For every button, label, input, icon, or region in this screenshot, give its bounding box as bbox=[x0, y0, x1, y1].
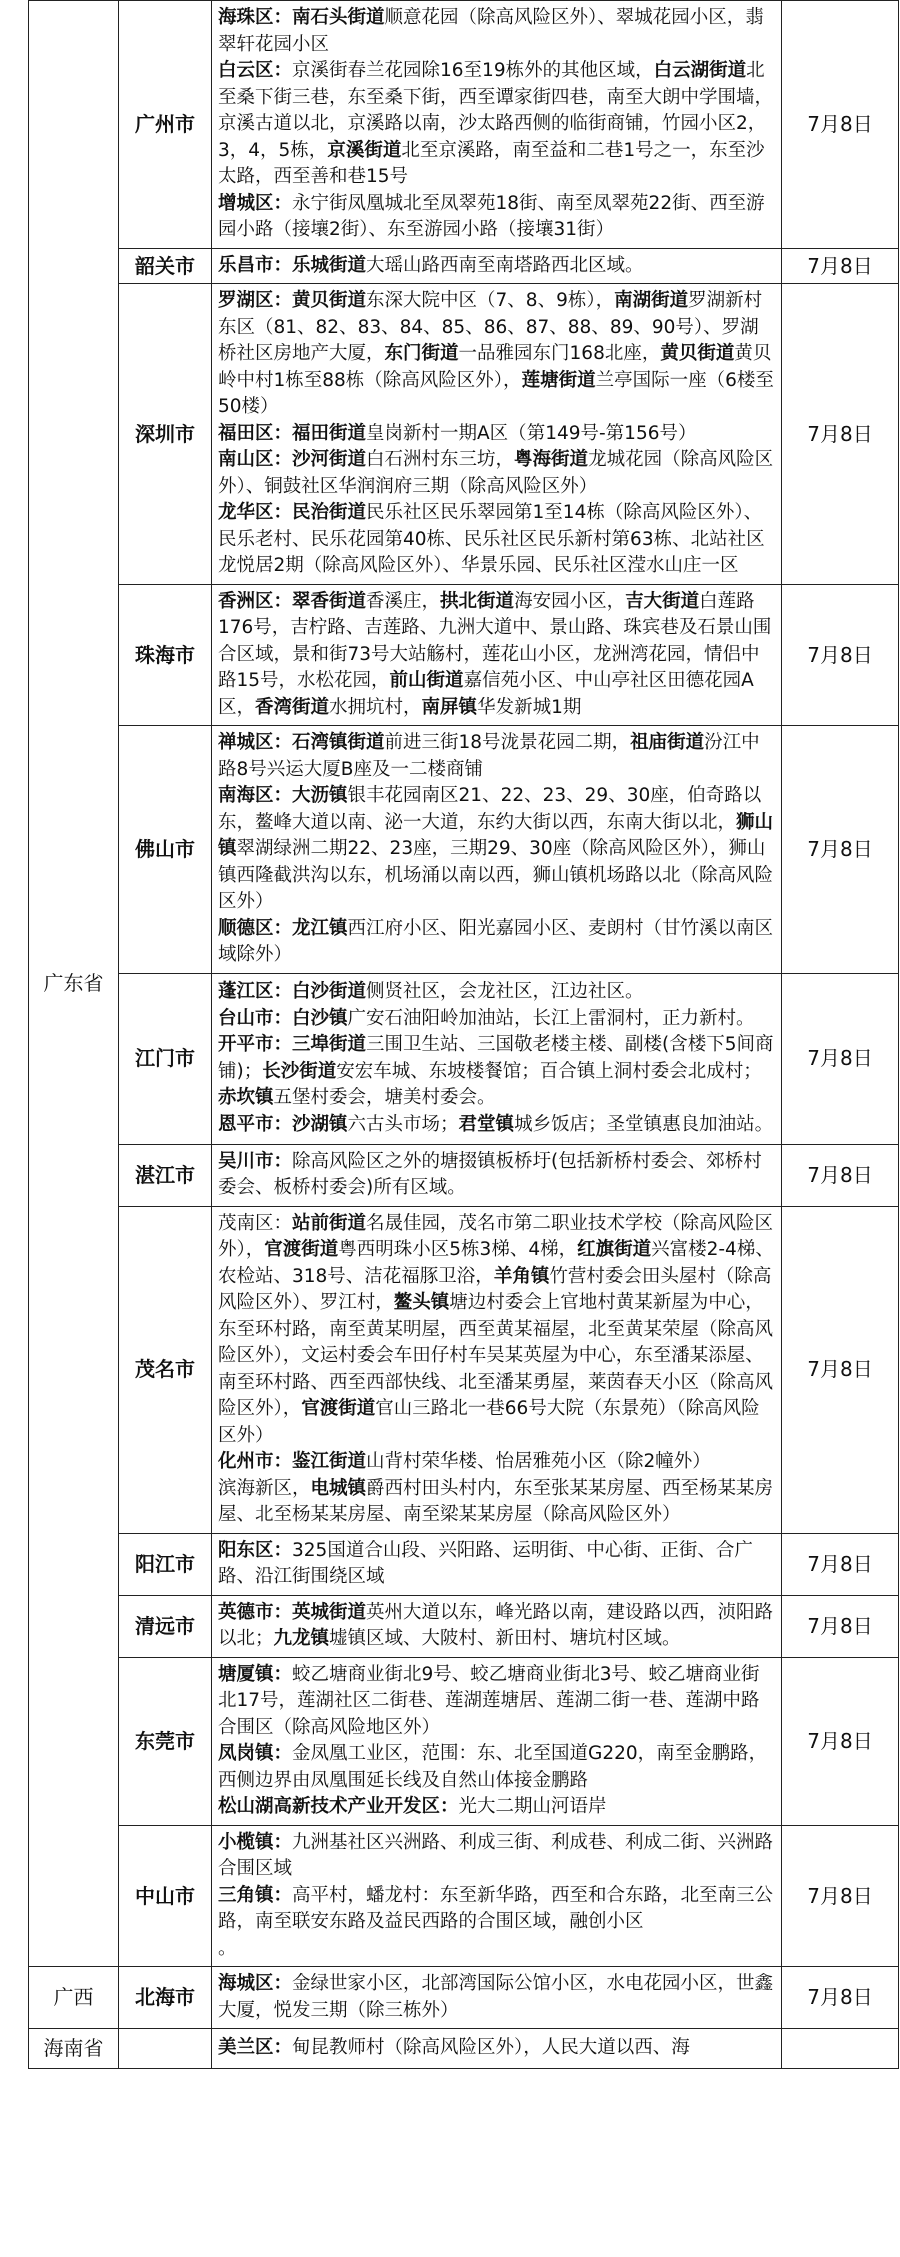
date-cell: 7月8日 bbox=[782, 973, 899, 1144]
area-keyword: 顺德区： bbox=[218, 917, 293, 939]
area-text: 民乐社区民乐翠园第1至14栋（除高风险区外）、民乐老村、民乐花园第40栋、民乐社区民乐新村第63栋、北站社区龙悦居2期（除高风险区外）、华景乐园、民乐社区滢水山庄一区 bbox=[218, 502, 765, 576]
area-text: 大瑶山路西南至南塔路西北区域。 bbox=[366, 254, 644, 276]
area-keyword: 黄贝街道 bbox=[292, 290, 367, 311]
area-description-cell bbox=[212, 1967, 782, 2029]
date-cell: 7月8日 bbox=[782, 1967, 899, 2029]
city-cell: 中山市 bbox=[119, 1825, 212, 1967]
area-text: 城乡饭店；圣堂镇惠良加油站。 bbox=[514, 1113, 774, 1135]
area-keyword: 石湾镇街道 bbox=[292, 732, 385, 753]
area-paragraph bbox=[218, 5, 775, 58]
date-cell: 7月8日 bbox=[782, 1533, 899, 1595]
area-keyword: 福田街道 bbox=[292, 422, 367, 444]
area-paragraph bbox=[218, 1538, 775, 1591]
area-text: 粤西明珠小区5栋3梯、4梯， bbox=[338, 1239, 578, 1260]
area-keyword: 南石头街道 bbox=[292, 7, 385, 28]
area-text: 香溪庄， bbox=[366, 590, 441, 612]
area-text: 水拥坑村， bbox=[329, 696, 422, 718]
area-description-cell bbox=[212, 1144, 782, 1206]
city-cell: 茂名市 bbox=[119, 1206, 212, 1533]
area-text: 金凤凰工业区，范围：东、北至国道G220，南至金鹏路，西侧边界由凤凰围延长线及自然山体接金鹏路 bbox=[218, 1743, 768, 1791]
table-row bbox=[29, 248, 899, 284]
area-keyword: 白云区： bbox=[218, 60, 293, 81]
table-row bbox=[29, 284, 899, 585]
city-cell: 佛山市 bbox=[119, 726, 212, 974]
area-text: 光大二期山河语岸 bbox=[458, 1796, 607, 1817]
area-keyword: 京溪街道 bbox=[327, 139, 402, 161]
table-row bbox=[29, 1533, 899, 1595]
table-row bbox=[29, 1, 899, 249]
area-text: 三围卫生站、三国敬老楼主楼、副楼(含楼下5间商铺)； bbox=[218, 1034, 774, 1082]
area-description-cell bbox=[212, 248, 782, 284]
area-text: 325国道合山段、兴阳路、运明街、中心街、正街、合广路、沿江街围绕区域 bbox=[218, 1539, 753, 1587]
area-text: 山背村荣华楼、怡居雅苑小区（除2幢外） bbox=[366, 1451, 711, 1472]
area-keyword: 白云湖街道 bbox=[653, 60, 747, 81]
area-keyword: 开平市： bbox=[218, 1034, 293, 1055]
area-text: 竹营村委会田头屋村（除高风险区外）、罗江村， bbox=[218, 1265, 772, 1313]
area-text: 北至桑下街三巷，东至桑下街，西至谭家街四巷，南至大朗中学围墙，京溪古道以北，京溪路以南，沙太路西侧的临街商铺，竹园小区2，3，4，5栋， bbox=[218, 60, 774, 161]
area-description-cell bbox=[212, 1825, 782, 1967]
area-keyword: 阳东区： bbox=[218, 1539, 293, 1561]
area-text: 滨海新区， bbox=[218, 1477, 311, 1499]
area-description-cell bbox=[212, 726, 782, 974]
area-keyword: 吴川市： bbox=[218, 1150, 293, 1172]
area-paragraph bbox=[218, 1476, 775, 1529]
date-cell: 7月8日 bbox=[782, 284, 899, 585]
area-paragraph bbox=[218, 916, 775, 969]
area-keyword: 官渡街道 bbox=[301, 1398, 376, 1419]
area-keyword: 三角镇： bbox=[218, 1884, 293, 1906]
area-text: 安宏车城、东坡楼餐馆；百合镇上洞村委会北成村； bbox=[336, 1060, 762, 1082]
area-paragraph bbox=[218, 288, 775, 421]
area-description-cell bbox=[212, 1657, 782, 1825]
area-text: 汾江中路8号兴运大厦B座及一二楼商铺 bbox=[218, 732, 760, 780]
area-description-cell bbox=[212, 1, 782, 249]
area-text: 龙城花园（除高风险区外）、铜鼓社区华润润府三期（除高风险区外） bbox=[218, 449, 774, 497]
area-text: 白莲路176号，吉柠路、吉莲路、九洲大道中、景山路、珠宾巷及石景山围合区域，景和街73号大站觞村，莲花山小区，龙洲湾花园，情侣中路15号，水松花园， bbox=[218, 590, 772, 691]
area-paragraph bbox=[218, 1032, 775, 1112]
area-text: 北至京溪路，南至益和二巷1号之一，东至沙太路，西至善和巷15号 bbox=[218, 139, 765, 187]
table-row bbox=[29, 2029, 899, 2069]
area-text: 九洲基社区兴洲路、利成三街、利成巷、利成二街、兴洲路合围区域 bbox=[218, 1831, 774, 1879]
area-paragraph bbox=[218, 500, 775, 580]
city-cell: 东莞市 bbox=[119, 1657, 212, 1825]
area-keyword: 罗湖区： bbox=[218, 290, 293, 311]
table-body bbox=[29, 1, 899, 2069]
area-keyword: 黄贝街道 bbox=[660, 343, 735, 364]
city-cell: 广州市 bbox=[119, 1, 212, 249]
area-text: 皇岗新村一期A区（第149号-第156号） bbox=[366, 422, 697, 444]
area-keyword: 小榄镇： bbox=[218, 1831, 293, 1853]
area-paragraph bbox=[218, 1662, 775, 1742]
area-text: 广安石油阳岭加油站，长江上雷洞村，正力新村。 bbox=[347, 1007, 755, 1029]
area-keyword: 凤岗镇： bbox=[218, 1743, 293, 1764]
area-keyword: 化州市： bbox=[218, 1451, 293, 1472]
table-row bbox=[29, 1144, 899, 1206]
area-keyword: 海城区： bbox=[218, 1973, 293, 1994]
city-cell: 阳江市 bbox=[119, 1533, 212, 1595]
area-keyword: 沙河街道 bbox=[292, 449, 367, 470]
area-text: 黄贝岭中村1栋至88栋（除高风险区外）， bbox=[218, 343, 772, 391]
area-text: 兴富楼2-4梯、农检站、318号、洁花福豚卫浴， bbox=[218, 1239, 774, 1287]
area-paragraph bbox=[218, 1449, 775, 1476]
area-paragraph bbox=[218, 1830, 775, 1883]
province-cell: 海南省 bbox=[29, 2029, 119, 2069]
area-description-cell bbox=[212, 584, 782, 726]
date-cell: 7月8日 bbox=[782, 726, 899, 974]
area-keyword: 龙江镇 bbox=[292, 917, 348, 939]
city-cell: 湛江市 bbox=[119, 1144, 212, 1206]
area-keyword: 前山街道 bbox=[389, 670, 464, 691]
date-cell: 7月8日 bbox=[782, 1, 899, 249]
area-text: 茂南区： bbox=[218, 1212, 293, 1234]
area-keyword: 白沙镇 bbox=[292, 1007, 348, 1029]
area-keyword: 羊角镇 bbox=[493, 1265, 550, 1287]
date-cell: 7月8日 bbox=[782, 248, 899, 284]
area-keyword: 拱北街道 bbox=[440, 590, 515, 612]
city-cell: 珠海市 bbox=[119, 584, 212, 726]
area-keyword: 蓬江区： bbox=[218, 981, 293, 1002]
area-text: 墟镇区域、大陂村、新田村、塘坑村区域。 bbox=[329, 1628, 681, 1649]
area-text: 华发新城1期 bbox=[477, 696, 582, 718]
area-keyword: 鉴江街道 bbox=[292, 1451, 367, 1472]
risk-area-table bbox=[28, 0, 899, 2069]
area-text: 银丰花园南区21、22、23、29、30座，伯奇路以东，鳌峰大道以南、泌一大道，东约大街以西，东南大街以北， bbox=[218, 785, 762, 833]
area-text: 五堡村委会，塘美村委会。 bbox=[273, 1087, 496, 1108]
area-text: 翠湖绿洲二期22、23座，三期29、30座（除高风险区外），狮山镇西隆截洪沟以东，机场涌以南以西，狮山镇机场路以北（除高风险区外） bbox=[218, 838, 774, 912]
area-keyword: 禅城区： bbox=[218, 732, 293, 753]
area-keyword: 官渡街道 bbox=[264, 1239, 339, 1260]
area-keyword: 乐城街道 bbox=[292, 254, 367, 276]
date-cell bbox=[782, 2029, 899, 2069]
date-cell: 7月8日 bbox=[782, 1206, 899, 1533]
table-row bbox=[29, 973, 899, 1144]
area-keyword: 南海区： bbox=[218, 785, 293, 806]
city-cell: 深圳市 bbox=[119, 284, 212, 585]
area-description-cell bbox=[212, 284, 782, 585]
date-cell: 7月8日 bbox=[782, 584, 899, 726]
area-keyword: 狮山镇 bbox=[218, 811, 774, 859]
area-text: 英州大道以东，峰光路以南，建设路以西，浈阳路以北； bbox=[218, 1601, 774, 1649]
area-text: 名晟佳园，茂名市第二职业技术学校（除高风险区外）， bbox=[218, 1212, 774, 1260]
province-cell: 广西 bbox=[29, 1967, 119, 2029]
area-paragraph bbox=[218, 191, 775, 244]
area-paragraph bbox=[218, 1936, 775, 1963]
area-text: 白石洲村东三坊， bbox=[366, 449, 515, 470]
city-cell: 北海市 bbox=[119, 1967, 212, 2029]
area-description-cell bbox=[212, 1533, 782, 1595]
area-paragraph bbox=[218, 1112, 775, 1139]
table-row bbox=[29, 1595, 899, 1657]
area-text: 前进三街18号泷景花园二期， bbox=[384, 732, 631, 753]
area-text: 甸昆教师村（除高风险区外），人民大道以西、海 bbox=[292, 2037, 690, 2058]
area-text: 西江府小区、阳光嘉园小区、麦朗村（甘竹溪以南区域除外） bbox=[218, 917, 774, 965]
area-keyword: 吉大街道 bbox=[625, 590, 700, 612]
table-row bbox=[29, 726, 899, 974]
area-text: 六古头市场； bbox=[347, 1113, 459, 1135]
area-text: 塘边村委会上官地村黄某新屋为中心，东至环村路，南至黄某明屋，西至黄某福屋，北至黄某荣屋（除高风险区外），文运村委会车田仔村车吴某英屋为中心，东至潘某添屋、南至环村路、西至西部快线、北至潘某勇屋，莱茵春天小区（除高风险区外）， bbox=[218, 1292, 774, 1419]
area-paragraph bbox=[218, 783, 775, 916]
area-keyword: 粤海街道 bbox=[514, 449, 589, 470]
table-row bbox=[29, 1967, 899, 2029]
city-cell: 清远市 bbox=[119, 1595, 212, 1657]
date-cell: 7月8日 bbox=[782, 1825, 899, 1967]
area-keyword: 长沙街道 bbox=[262, 1060, 337, 1082]
area-keyword: 君堂镇 bbox=[458, 1113, 515, 1135]
area-keyword: 赤坎镇 bbox=[218, 1087, 274, 1108]
area-keyword: 英城街道 bbox=[292, 1601, 367, 1623]
area-text: 兰亭国际一座（6楼至50楼） bbox=[218, 369, 774, 417]
table-row bbox=[29, 1825, 899, 1967]
province-cell: 广东省 bbox=[29, 1, 119, 1967]
area-keyword: 民治街道 bbox=[292, 502, 367, 523]
area-keyword: 松山湖高新技术产业开发区： bbox=[218, 1796, 459, 1817]
area-keyword: 福田区： bbox=[218, 422, 293, 444]
area-text: 嘉信苑小区、中山亭社区田德花园A区， bbox=[218, 670, 754, 718]
area-text: 蛟乙塘商业街北9号、蛟乙塘商业街北3号、蛟乙塘商业街北17号，莲湖社区二街巷、莲湖莲塘居、莲湖二街一巷、莲湖中路合围区（除高风险地区外） bbox=[218, 1663, 760, 1738]
date-cell: 7月8日 bbox=[782, 1144, 899, 1206]
area-keyword: 红旗街道 bbox=[577, 1239, 652, 1260]
area-description-cell bbox=[212, 2029, 782, 2069]
area-keyword: 电城镇 bbox=[310, 1477, 367, 1499]
area-paragraph bbox=[218, 1149, 775, 1202]
area-text: 海安园小区， bbox=[514, 590, 626, 612]
date-cell: 7月8日 bbox=[782, 1595, 899, 1657]
table-row bbox=[29, 1206, 899, 1533]
area-keyword: 站前街道 bbox=[292, 1212, 367, 1234]
date-cell: 7月8日 bbox=[782, 1657, 899, 1825]
area-text: 侧贤社区，会龙社区，江边社区。 bbox=[366, 981, 644, 1002]
area-keyword: 英德市： bbox=[218, 1601, 293, 1623]
area-keyword: 三埠街道 bbox=[292, 1034, 367, 1055]
area-text: 高平村，蟠龙村：东至新华路，西至和合东路，北至南三公路，南至联安东路及益民西路的合围区域，融创小区 bbox=[218, 1884, 774, 1932]
area-paragraph bbox=[218, 730, 775, 783]
area-keyword: 祖庙街道 bbox=[630, 732, 705, 753]
area-text: 罗湖新村东区（81、82、83、84、85、86、87、88、89、90号）、罗湖桥社区房地产大厦， bbox=[218, 290, 763, 364]
area-description-cell bbox=[212, 973, 782, 1144]
table-row bbox=[29, 1657, 899, 1825]
city-cell: 江门市 bbox=[119, 973, 212, 1144]
area-text: 京溪街春兰花园除16至19栋外的其他区域， bbox=[292, 60, 654, 81]
area-paragraph bbox=[218, 1741, 775, 1794]
area-keyword: 大沥镇 bbox=[292, 785, 348, 806]
area-keyword: 莲塘街道 bbox=[521, 369, 596, 391]
area-paragraph bbox=[218, 979, 775, 1006]
area-paragraph bbox=[218, 1006, 775, 1033]
area-keyword: 鳌头镇 bbox=[393, 1292, 450, 1313]
area-keyword: 乐昌市： bbox=[218, 254, 293, 276]
area-text: 爵西村田头村内，东至张某某房屋、西至杨某某房屋、北至杨某某房屋、南至梁某某房屋（除高风险区外） bbox=[218, 1477, 774, 1525]
area-paragraph bbox=[218, 447, 775, 500]
table-row bbox=[29, 584, 899, 726]
area-text: 官山三路北一巷66号大院（东景苑）（除高风险区外） bbox=[218, 1398, 760, 1446]
area-keyword: 香湾街道 bbox=[255, 696, 330, 718]
area-keyword: 香洲区： bbox=[218, 590, 293, 612]
area-keyword: 台山市： bbox=[218, 1007, 293, 1029]
area-keyword: 九龙镇 bbox=[273, 1628, 330, 1649]
area-keyword: 翠香街道 bbox=[292, 590, 367, 612]
area-paragraph bbox=[218, 1211, 775, 1450]
area-keyword: 南山区： bbox=[218, 449, 293, 470]
area-text: 顺意花园（除高风险区外）、翠城花园小区，翡翠轩花园小区 bbox=[218, 7, 764, 55]
area-description-cell bbox=[212, 1595, 782, 1657]
area-text: 除高风险区之外的塘掇镇板桥圩(包括新桥村委会、郊桥村委会、板桥村委会)所有区域。 bbox=[218, 1150, 762, 1198]
area-keyword: 东门街道 bbox=[384, 343, 459, 364]
area-description-cell bbox=[212, 1206, 782, 1533]
area-text: 东深大院中区（7、8、9栋）， bbox=[366, 290, 615, 311]
area-keyword: 海珠区： bbox=[218, 7, 293, 28]
area-keyword: 塘厦镇： bbox=[218, 1663, 293, 1685]
area-keyword: 龙华区： bbox=[218, 502, 293, 523]
area-paragraph bbox=[218, 421, 775, 448]
area-keyword: 沙湖镇 bbox=[292, 1113, 348, 1135]
area-keyword: 恩平市： bbox=[218, 1113, 293, 1135]
area-paragraph bbox=[218, 253, 775, 280]
area-keyword: 南屏镇 bbox=[421, 696, 478, 718]
area-paragraph bbox=[218, 2035, 775, 2062]
area-keyword: 白沙街道 bbox=[292, 981, 367, 1002]
area-keyword: 增城区： bbox=[218, 192, 293, 214]
area-text: 金绿世家小区，北部湾国际公馆小区，水电花园小区，世鑫大厦，悦发三期（除三栋外） bbox=[218, 1973, 774, 2021]
area-paragraph bbox=[218, 1971, 775, 2024]
area-text: 永宁街凤凰城北至凤翠苑18街、南至凤翠苑22街、西至游园小路（接壤2街）、东至游园小路（接壤31街） bbox=[218, 192, 765, 240]
city-cell bbox=[119, 2029, 212, 2069]
area-paragraph bbox=[218, 589, 775, 722]
area-paragraph bbox=[218, 58, 775, 191]
city-cell: 韶关市 bbox=[119, 248, 212, 284]
area-text: 一品雅园东门168北座， bbox=[458, 343, 661, 364]
area-paragraph bbox=[218, 1883, 775, 1936]
area-keyword: 南湖街道 bbox=[614, 290, 689, 311]
area-paragraph bbox=[218, 1600, 775, 1653]
area-keyword: 美兰区： bbox=[218, 2037, 293, 2058]
area-text: 。 bbox=[218, 1937, 237, 1959]
area-paragraph bbox=[218, 1794, 775, 1821]
